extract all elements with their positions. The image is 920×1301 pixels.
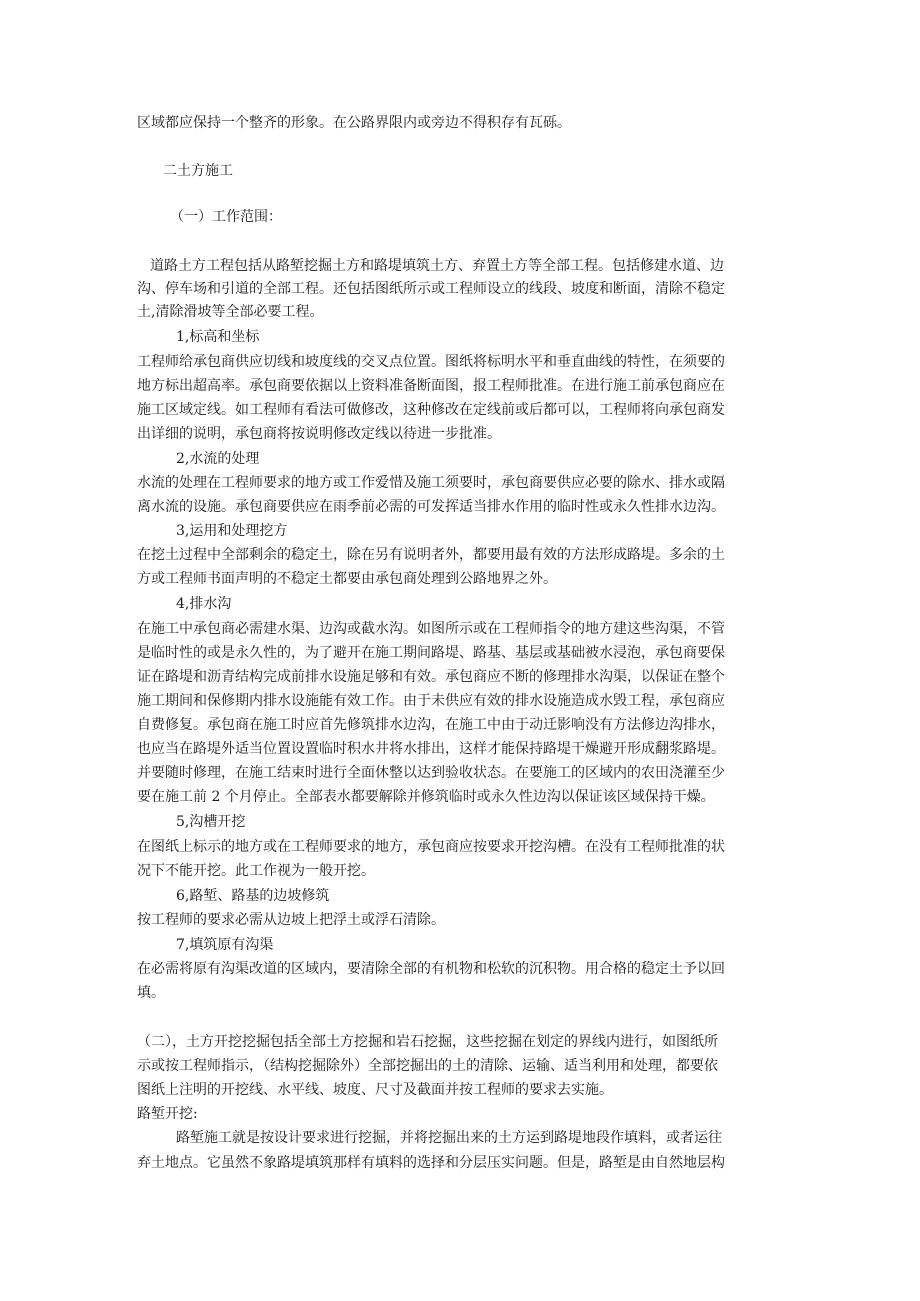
paragraph-line: 施工期间和保修期内排水设施能有效工作。由于未供应有效的排水设施造成水毁工程，承包商应 — [137, 693, 725, 709]
item-heading: 1,标高和坐标 — [176, 329, 260, 345]
section-heading: 二土方施工 — [163, 163, 233, 179]
paragraph-line: 是临时性的或是永久性的，为了避开在施工期间路堤、路基、基层或基础被水浸泡，承包商要保 — [137, 645, 725, 661]
paragraph-line: 施工区域定线。如工程师有看法可做修改，这种修改在定线前或后都可以，工程师将向承包商发 — [137, 402, 725, 418]
paragraph-line: 并要随时修理，在施工结束时进行全面休整以达到验收状态。在要施工的区域内的农田浇灌至少 — [137, 765, 725, 781]
item-heading: 7,填筑原有沟渠 — [176, 937, 274, 953]
item-heading: 4,排水沟 — [176, 596, 232, 612]
subsection-heading: （一）工作范围： — [170, 209, 282, 225]
paragraph-line: 图纸上注明的开挖线、水平线、坡度、尺寸及截面并按工程师的要求去实施。 — [137, 1082, 613, 1098]
item-heading: 2,水流的处理 — [176, 451, 260, 467]
paragraph-line: 工程师给承包商供应切线和坡度线的交叉点位置。图纸将标明水平和垂直曲线的特性，在须要的 — [137, 354, 725, 370]
paragraph-line: 出详细的说明，承包商将按说明修改定线以待进一步批准。 — [137, 426, 501, 442]
paragraph-line: 按工程师的要求必需从边坡上把浮土或浮石清除。 — [137, 912, 445, 928]
paragraph-line: 方或工程师书面声明的不稳定土都要由承包商处理到公路地界之外。 — [137, 571, 557, 587]
paragraph-line: 况下不能开挖。此工作视为一般开挖。 — [137, 863, 375, 879]
paragraph-line: 自费修复。承包商在施工时应首先修筑排水边沟，在施工中由于动迁影响没有方法修边沟排水， — [137, 717, 725, 733]
paragraph-line: 水流的处理在工程师要求的地方或工作爱惜及施工须要时，承包商要供应必要的除水、排水或隔 — [137, 475, 725, 491]
paragraph-line: 地方标出超高率。承包商要依据以上资料准备断面图，报工程师批准。在进行施工前承包商应在 — [137, 378, 725, 394]
paragraph-line: 弃土地点。它虽然不象路堤填筑那样有填料的选择和分层压实问题。但是，路堑是由自然地层构 — [137, 1155, 725, 1171]
paragraph-line: 在图纸上标示的地方或在工程师要求的地方，承包商应按要求开挖沟槽。在没有工程师批准的状 — [137, 839, 725, 855]
paragraph-line: 在挖土过程中全部剩余的稳定土，除在另有说明者外，都要用最有效的方法形成路堤。多余的土 — [137, 547, 725, 563]
paragraph-line: 也应当在路堤外适当位置设置临时积水井将水排出，这样才能保持路堤干燥避开形成翻浆路堤。 — [137, 741, 725, 757]
paragraph-line: 在必需将原有沟渠改道的区域内，要清除全部的有机物和松软的沉积物。用合格的稳定土予以回 — [137, 961, 725, 977]
item-heading: 6,路堑、路基的边坡修筑 — [176, 888, 330, 904]
paragraph-line: （二），土方开挖挖掘包括全部土方挖掘和岩石挖掘，这些挖掘在划定的界线内进行，如图纸所 — [137, 1034, 718, 1050]
paragraph-line: 土,清除滑坡等全部必要工程。 — [137, 304, 324, 320]
paragraph-line: 区域都应保持一个整齐的形象。在公路界限内或旁边不得积存有瓦砾。 — [137, 115, 571, 131]
paragraph-line: 道路土方工程包括从路堑挖掘土方和路堤填筑土方、弃置土方等全部工程。包括修建水道、边 — [150, 258, 724, 274]
paragraph-line: 证在路堤和沥青结构完成前排水设施足够和有效。承包商应不断的修理排水沟渠，以保证在整个 — [137, 669, 725, 685]
paragraph-line: 在施工中承包商必需建水渠、边沟或截水沟。如图所示或在工程师指令的地方建这些沟渠，不管 — [137, 621, 725, 637]
item-heading: 5,沟槽开挖 — [176, 814, 246, 830]
subheading: 路堑开挖: — [137, 1106, 198, 1122]
paragraph-line: 沟、停车场和引道的全部工程。还包括图纸所示或工程师设立的线段、坡度和断面，清除不稳定 — [137, 281, 725, 297]
paragraph-line: 离水流的设施。承包商要供应在雨季前必需的可发挥适当排水作用的临时性或永久性排水边沟。 — [137, 499, 725, 515]
item-heading: 3,运用和处理挖方 — [176, 523, 288, 539]
paragraph-line: 要在施工前 2 个月停止。全部表水都要解除并修筑临时或永久性边沟以保证该区域保持干燥。 — [137, 789, 715, 805]
paragraph-line: 填。 — [137, 985, 165, 1001]
paragraph-line: 示或按工程师指示，（结构挖掘除外）全部挖掘出的土的清除、运输、适当利用和处理，都要依 — [137, 1058, 718, 1074]
paragraph-line: 路堑施工就是按设计要求进行挖掘，并将挖掘出来的土方运到路堤地段作填料，或者运往 — [176, 1130, 722, 1146]
